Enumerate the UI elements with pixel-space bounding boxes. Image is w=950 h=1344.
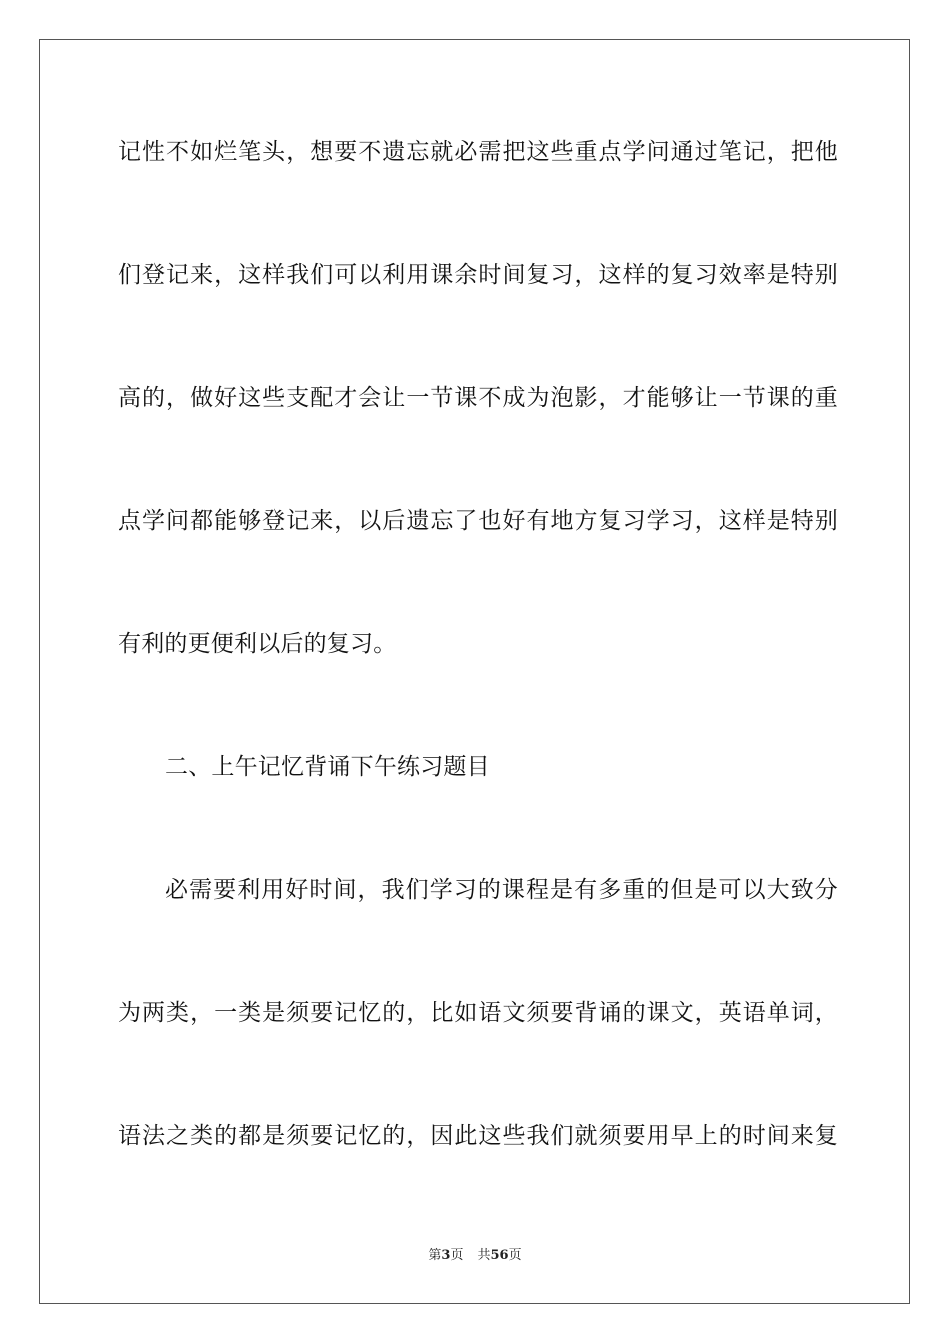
- page-suffix: 页: [450, 1248, 464, 1263]
- body-text-line: 必需要利用好时间，我们学习的课程是有多重的但是可以大致分: [165, 877, 838, 903]
- total-suffix: 页: [508, 1248, 522, 1263]
- body-text-line: 记性不如烂笔头，想要不遗忘就必需把这些重点学问通过笔记，把他: [118, 139, 838, 165]
- section-heading: 二、上午记忆背诵下午练习题目: [165, 754, 490, 780]
- page-footer: [0, 1247, 950, 1265]
- body-text-line: 为两类，一类是须要记忆的，比如语文须要背诵的课文，英语单词，: [118, 1000, 838, 1026]
- body-text-line: 有利的更便利以后的复习。: [118, 631, 397, 657]
- total-pages: 56: [490, 1248, 509, 1263]
- body-text-line: 点学问都能够登记来，以后遗忘了也好有地方复习学习，这样是特别: [118, 508, 838, 534]
- page-frame: [39, 39, 910, 1304]
- page-prefix: 第: [428, 1248, 442, 1263]
- total-prefix: 共: [477, 1248, 491, 1263]
- body-text-line: 语法之类的都是须要记忆的，因此这些我们就须要用早上的时间来复: [118, 1123, 838, 1149]
- body-text-line: 高的，做好这些支配才会让一节课不成为泡影，才能够让一节课的重: [118, 385, 838, 411]
- page-number: 3: [441, 1248, 451, 1263]
- body-text-line: 们登记来，这样我们可以利用课余时间复习，这样的复习效率是特别: [118, 262, 838, 288]
